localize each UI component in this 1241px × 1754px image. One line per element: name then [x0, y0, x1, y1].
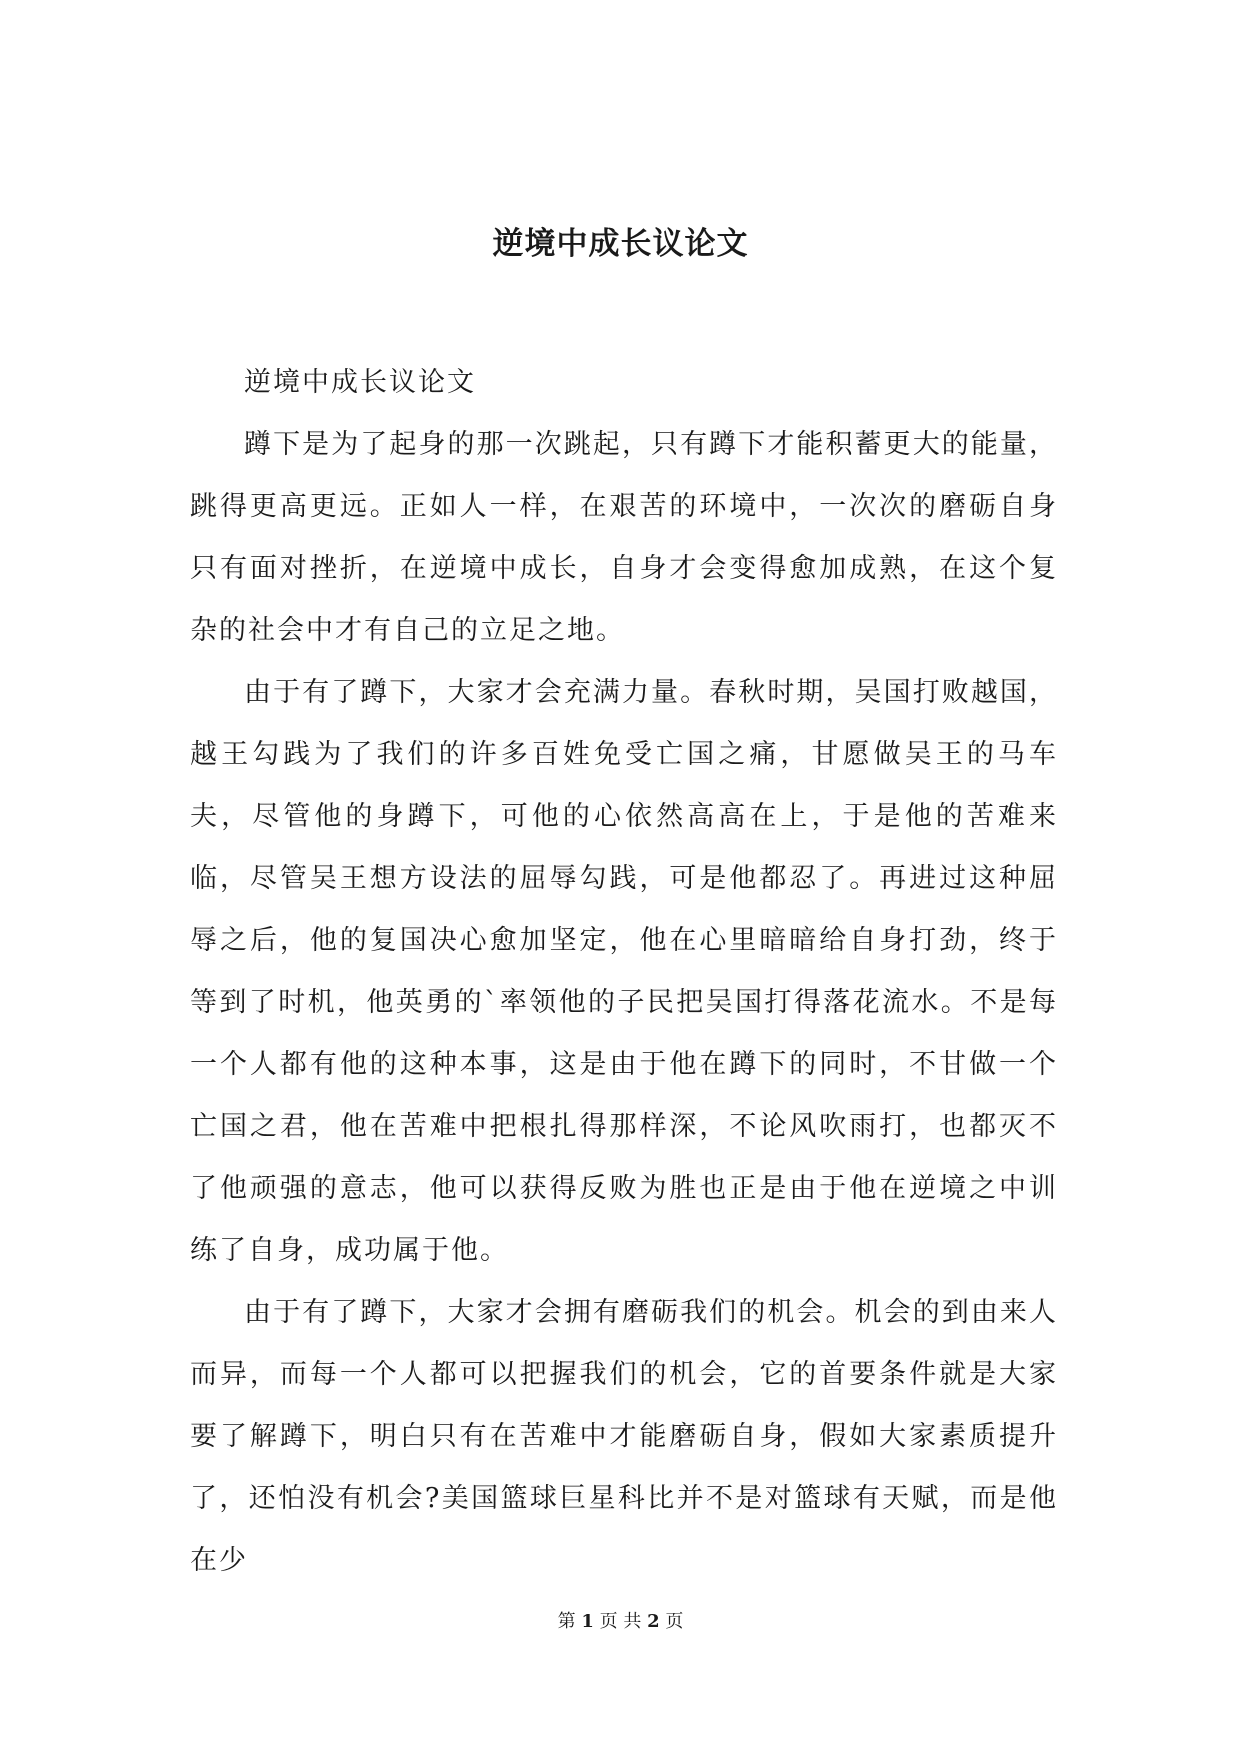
footer-middle: 页 共 [599, 1611, 642, 1632]
footer-prefix: 第 [557, 1611, 576, 1632]
page-footer [0, 1610, 1241, 1634]
current-page-number: 1 [581, 1611, 594, 1632]
paragraph: 由于有了蹲下，大家才会充满力量。春秋时期，吴国打败越国，越王勾践为了我们的许多百姓免受亡国之痛，甘愿做吴王的马车夫，尽管他的身蹲下，可他的心依然高高在上，于是他的苦难来临，尽管吴王想方设法的屈辱勾践，可是他都忍了。再进过这种屈辱之后，他的复国决心愈加坚定，他在心里暗暗给自身打劲，终于等到了时机，他英勇的`率领他的子民把吴国打得落花流水。不是每一个人都有他的这种本事，这是由于他在蹲下的同时，不甘做一个亡国之君，他在苦难中把根扎得那样深，不论风吹雨打，也都灭不了他顽强的意志，他可以获得反败为胜也正是由于他在逆境之中训练了自身，成功属于他。 [190, 677, 1058, 1266]
document-title: 逆境中成长议论文 [492, 226, 749, 262]
footer-suffix: 页 [665, 1611, 684, 1632]
paragraph: 逆境中成长议论文 [244, 367, 476, 398]
paragraph: 由于有了蹲下，大家才会拥有磨砺我们的机会。机会的到由来人而异，而每一个人都可以把握我们的机会，它的首要条件就是大家要了解蹲下，明白只有在苦难中才能磨砺自身，假如大家素质提升了，还怕没有机会?美国篮球巨星科比并不是对篮球有天赋，而是他在少 [190, 1297, 1058, 1576]
document-body [190, 352, 1058, 1592]
total-pages-number: 2 [647, 1611, 660, 1632]
paragraph: 蹲下是为了起身的那一次跳起，只有蹲下才能积蓄更大的能量，跳得更高更远。正如人一样，在艰苦的环境中，一次次的磨砺自身只有面对挫折，在逆境中成长，自身才会变得愈加成熟，在这个复杂的社会中才有自己的立足之地。 [190, 429, 1058, 646]
